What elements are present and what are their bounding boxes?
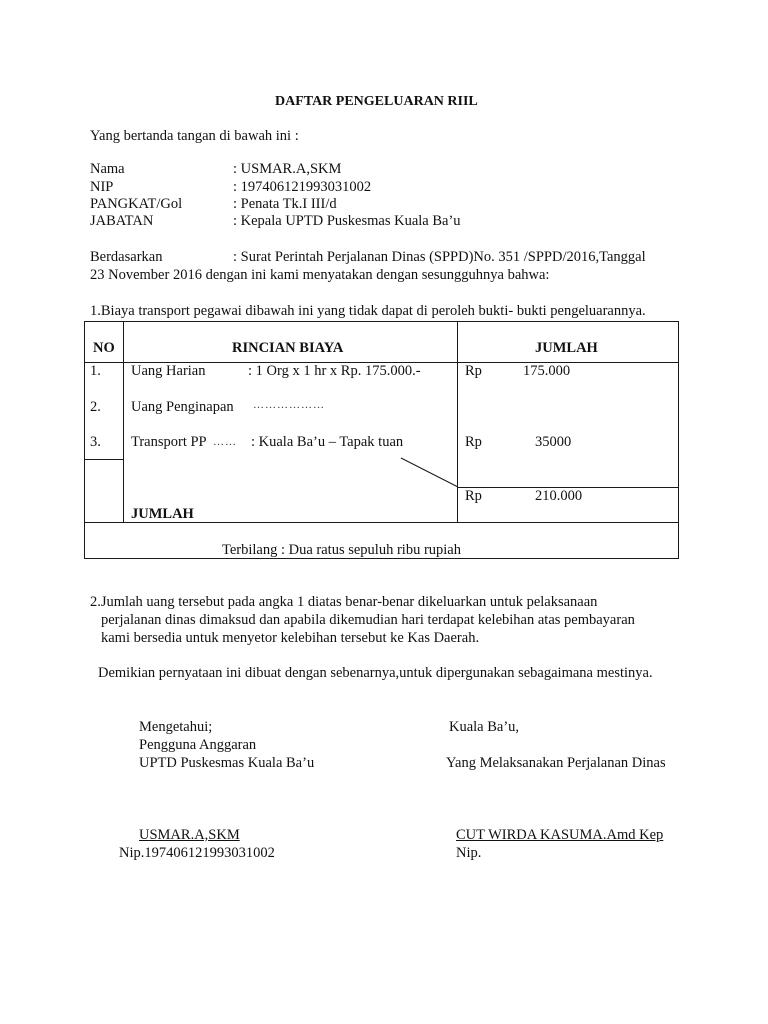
total-label: JUMLAH [131, 506, 194, 522]
document-title: DAFTAR PENGELUARAN RIIL [275, 94, 478, 109]
row-2-item: Uang Penginapan [131, 399, 234, 415]
sig-left-line-1: Mengetahui; [139, 719, 213, 735]
sig-right-line-3: Yang Melaksanakan Perjalanan Dinas [446, 755, 666, 771]
total-currency: Rp [465, 488, 482, 504]
identity-value-nip: : 197406121993031002 [233, 179, 372, 195]
total-amount: 210.000 [535, 488, 583, 504]
row-1-currency: Rp [465, 363, 482, 379]
basis-label: Berdasarkan [90, 249, 163, 265]
header-rincian: RINCIAN BIAYA [232, 340, 344, 356]
row-3-item: Transport PP [131, 434, 207, 450]
row-1-item: Uang Harian [131, 363, 206, 379]
closing-text: Demikian pernyataan ini dibuat dengan sebenarnya,untuk dipergunakan sebagaimana mestinya. [98, 665, 653, 681]
row-2-no: 2. [90, 399, 101, 415]
header-no: NO [93, 340, 115, 356]
sig-left-line-3: UPTD Puskesmas Kuala Ba’u [139, 755, 315, 771]
identity-value-nama: : USMAR.A,SKM [233, 161, 342, 177]
identity-label-pangkat: PANGKAT/Gol [90, 196, 183, 212]
row-3-detail: : Kuala Ba’u – Tapak tuan [251, 434, 404, 450]
sig-left-nip: Nip.197406121993031002 [119, 845, 275, 861]
sig-right-name: CUT WIRDA KASUMA.Amd Kep [456, 827, 664, 843]
row-1-detail: : 1 Org x 1 hr x Rp. 175.000.- [248, 363, 421, 379]
sig-right-nip: Nip. [456, 845, 482, 861]
identity-value-pangkat: : Penata Tk.I III/d [233, 196, 337, 212]
row-3-currency: Rp [465, 434, 482, 450]
point-2-line-2: perjalanan dinas dimaksud dan apabila dikemudian hari terdapat kelebihan atas pembayaran [101, 612, 635, 628]
header-jumlah: JUMLAH [535, 340, 598, 356]
basis-line-1: : Surat Perintah Perjalanan Dinas (SPPD)No. 351 /SPPD/2016,Tanggal [233, 249, 646, 265]
identity-label-jabatan: JABATAN [90, 213, 154, 229]
sig-right-line-1: Kuala Ba’u, [449, 719, 520, 735]
point-2-line-3: kami bersedia untuk menyetor kelebihan tersebut ke Kas Daerah. [101, 630, 480, 646]
basis-line-2: 23 November 2016 dengan ini kami menyatakan dengan sesungguhnya bahwa: [90, 267, 550, 283]
sig-left-name: USMAR.A,SKM [139, 827, 240, 843]
row-2-detail: ……………… [253, 399, 325, 411]
identity-label-nip: NIP [90, 179, 114, 195]
row-1-no: 1. [90, 363, 101, 379]
point-2-line-1: 2.Jumlah uang tersebut pada angka 1 diatas benar-benar dikeluarkan untuk pelaksanaan [90, 594, 598, 610]
row-1-amount: 175.000 [523, 363, 571, 379]
row-3-detail-dots: …… [213, 436, 237, 448]
intro-text: Yang bertanda tangan di bawah ini : [90, 128, 299, 144]
terbilang-text: Terbilang : Dua ratus sepuluh ribu rupiah [222, 542, 461, 558]
sig-left-line-2: Pengguna Anggaran [139, 737, 257, 753]
row-3-no: 3. [90, 434, 101, 450]
identity-label-nama: Nama [90, 161, 125, 177]
point-1-text: 1.Biaya transport pegawai dibawah ini yang tidak dapat di peroleh bukti- bukti pengeluarannya. [90, 303, 646, 319]
row-3-amount: 35000 [535, 434, 572, 450]
identity-value-jabatan: : Kepala UPTD Puskesmas Kuala Ba’u [233, 213, 461, 229]
